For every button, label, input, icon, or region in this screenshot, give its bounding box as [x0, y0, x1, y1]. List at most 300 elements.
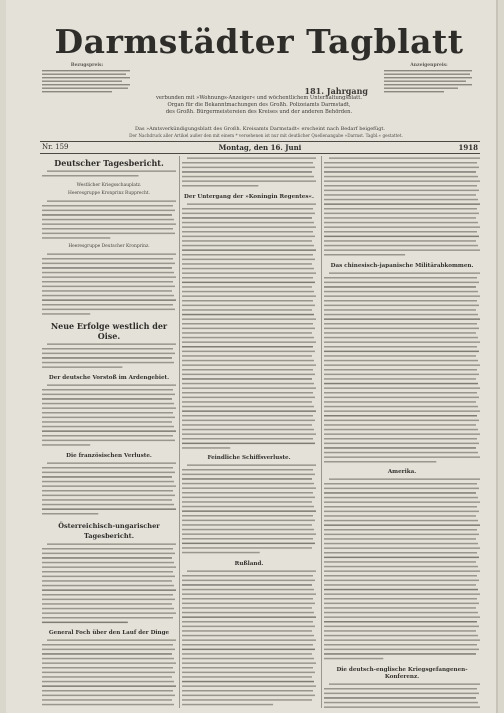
text-line [182, 235, 315, 237]
subtitle-line: des Großh. Bürgermeistereien des Kreises und der anderen Behörden. [165, 109, 353, 115]
text-line [182, 359, 314, 361]
text-line [324, 336, 478, 338]
text-line [324, 626, 479, 628]
article-subheading: Heeresgruppe Kronprinz Rupprecht. [68, 190, 150, 196]
article-subheading: Der deutsche Vorstoß im Ardengebiet. [48, 375, 170, 382]
text-line [182, 469, 313, 471]
text-line [182, 176, 314, 178]
text-line [42, 417, 175, 419]
text-line [182, 488, 316, 490]
text-line [329, 479, 480, 481]
text-line [324, 607, 476, 609]
text-lines [182, 569, 316, 708]
text-line [324, 456, 480, 458]
text-line [182, 438, 313, 440]
text-line [324, 598, 477, 600]
text-lines [42, 199, 176, 241]
text-line [182, 171, 312, 173]
text-line [42, 617, 173, 619]
text-line [324, 327, 479, 329]
text-line [182, 424, 312, 426]
article-column-1 [42, 156, 176, 708]
article-text [324, 682, 480, 708]
text-line [182, 346, 313, 348]
article-headline: Österreichisch-ungarischer Tagesbericht. [58, 521, 160, 540]
text-line [182, 681, 314, 683]
text-line [182, 180, 316, 182]
text-line [182, 501, 312, 503]
text-line [42, 394, 175, 396]
text-line [182, 300, 313, 302]
text-line [182, 267, 314, 269]
text-line [182, 694, 315, 696]
text-line [42, 598, 175, 600]
text-line [324, 571, 480, 573]
text-line [324, 401, 476, 403]
text-lines [42, 638, 176, 708]
text-line [324, 419, 479, 421]
text-line [42, 313, 90, 315]
text-line [42, 272, 174, 274]
text-line [42, 352, 175, 354]
text-line [182, 515, 313, 517]
issue-number: Nr. 159 [42, 143, 69, 151]
text-line [182, 699, 312, 701]
text-line [182, 226, 316, 228]
text-line [324, 171, 476, 173]
text-line [42, 263, 175, 265]
text-line [182, 290, 314, 292]
text-line [324, 697, 476, 699]
text-line [182, 396, 315, 398]
text-lines [42, 342, 176, 371]
article-subheading: Heeresgruppe Deutscher Kronprinz. [68, 244, 150, 250]
text-line [182, 272, 316, 274]
text-line [324, 575, 477, 577]
text-line [187, 203, 316, 205]
newspaper-page [6, 0, 496, 713]
text-line [182, 612, 314, 614]
article-text [42, 169, 176, 181]
text-lines [42, 542, 176, 626]
text-line [182, 671, 315, 673]
text-line [324, 364, 480, 366]
subscription-price-header: Bezugspreis: [70, 63, 104, 68]
text-line [42, 389, 173, 391]
text-line [324, 185, 477, 187]
text-line [42, 699, 172, 701]
article-text [42, 383, 176, 450]
text-line [324, 442, 479, 444]
text-line [182, 607, 312, 609]
article-text [42, 342, 176, 373]
text-line [42, 495, 175, 497]
text-line [42, 557, 172, 559]
text-line [42, 481, 174, 483]
text-line [324, 515, 476, 517]
text-line [182, 552, 260, 554]
text-line [182, 524, 312, 526]
text-line [42, 205, 173, 207]
article-text [182, 156, 316, 191]
text-line [47, 640, 176, 642]
text-line [42, 571, 173, 573]
text-line [324, 584, 476, 586]
text-line [42, 552, 175, 554]
text-line [324, 410, 480, 412]
article-subheading: Westlicher Kriegsschauplatz. [76, 182, 142, 188]
text-lines [182, 156, 316, 189]
text-line [182, 286, 312, 288]
text-line [182, 332, 312, 334]
text-line [324, 369, 477, 371]
text-line [182, 295, 316, 297]
text-line [182, 433, 316, 435]
text-line [42, 704, 174, 706]
text-line [42, 435, 173, 437]
text-line [47, 170, 176, 172]
text-line [182, 547, 312, 549]
text-line [182, 231, 313, 233]
text-lines [324, 156, 480, 258]
subtitle-line: verbunden mit »Wohnungs-Anzeiger« und wöchentlichem Unterhaltungsblatt. [155, 95, 363, 101]
article-text [42, 638, 176, 708]
text-line [42, 603, 172, 605]
text-line [324, 438, 477, 440]
text-line [42, 612, 176, 614]
text-line [329, 272, 480, 274]
text-line [42, 508, 176, 510]
text-line [187, 465, 316, 467]
article-text [324, 271, 480, 467]
text-line [182, 208, 313, 210]
text-line [182, 630, 312, 632]
text-line [324, 653, 476, 655]
text-line [42, 218, 174, 220]
text-line [182, 704, 273, 706]
text-line [324, 295, 480, 297]
text-line [182, 575, 313, 577]
subscription-price-box [42, 64, 132, 99]
text-line [42, 499, 172, 501]
text-line [187, 570, 316, 572]
text-line [42, 366, 122, 368]
text-line [324, 702, 478, 704]
article-text [324, 156, 480, 260]
article-headline: Neue Erfolge westlich der Oise. [50, 320, 168, 341]
text-line [329, 683, 480, 685]
text-line [42, 566, 176, 568]
text-line [324, 226, 480, 228]
article-text [42, 542, 176, 628]
text-line [324, 236, 479, 238]
text-line [42, 175, 139, 177]
text-line [324, 543, 478, 545]
text-line [182, 511, 316, 513]
text-line [324, 304, 479, 306]
text-line [324, 167, 479, 169]
column-rule [321, 156, 322, 708]
text-line [42, 594, 173, 596]
text-line [182, 336, 314, 338]
issue-date: Montag, den 16. Juni [218, 143, 302, 152]
text-line [182, 497, 315, 499]
text-line [42, 281, 173, 283]
text-line [182, 162, 313, 164]
text-line [182, 529, 314, 531]
text-line [324, 249, 480, 251]
text-line [324, 580, 479, 582]
text-line [324, 222, 478, 224]
article-text [42, 252, 176, 319]
text-line [42, 649, 175, 651]
text-line [182, 676, 312, 678]
text-line [42, 676, 172, 678]
text-line [42, 490, 173, 492]
text-line [324, 424, 476, 426]
text-line [324, 382, 478, 384]
text-line [324, 658, 383, 660]
text-line [182, 579, 315, 581]
text-line [182, 616, 316, 618]
text-lines [182, 463, 316, 556]
subscription-price-text-block [42, 69, 132, 97]
volume-year: 181. Jahrgang [304, 86, 368, 96]
subtitle-line: Organ für die Bekanntmachungen des Großh. Polizeiamts Darmstadt, [167, 102, 351, 108]
text-line [47, 543, 176, 545]
text-line [182, 221, 314, 223]
text-line [47, 200, 176, 202]
text-line [42, 348, 173, 350]
text-line [324, 534, 479, 536]
text-line [324, 461, 436, 463]
text-line [324, 323, 477, 325]
text-line [324, 350, 479, 352]
text-line [182, 447, 230, 449]
text-line [182, 244, 314, 246]
text-line [182, 621, 313, 623]
text-line [42, 228, 173, 230]
text-line [182, 644, 313, 646]
text-line [42, 277, 176, 279]
text-line [42, 412, 173, 414]
text-line [182, 387, 316, 389]
text-line [324, 313, 478, 315]
text-line [47, 254, 176, 256]
text-line [182, 217, 312, 219]
article-headline: Deutscher Tagesbericht. [54, 158, 164, 168]
text-line [42, 513, 98, 515]
text-line [182, 593, 316, 595]
text-line [42, 667, 173, 669]
text-line [47, 462, 176, 464]
text-lines [42, 461, 176, 517]
text-line [42, 548, 173, 550]
text-line [47, 343, 176, 345]
text-line [324, 392, 477, 394]
text-line [324, 552, 477, 554]
text-line [42, 440, 175, 442]
text-line [182, 323, 313, 325]
text-line [324, 341, 480, 343]
text-line [182, 419, 315, 421]
text-lines [42, 252, 176, 317]
masthead-subtitle [136, 88, 382, 116]
text-line [324, 640, 480, 642]
text-line [182, 534, 316, 536]
text-line [182, 410, 316, 412]
text-line [182, 662, 316, 664]
text-line [42, 286, 175, 288]
text-line [182, 602, 315, 604]
text-line [42, 607, 174, 609]
text-line [324, 451, 478, 453]
text-line [324, 692, 479, 694]
text-line [42, 290, 172, 292]
article-subheading: Die deutsch-englische Kriegsgefangenen-Konferenz. [336, 666, 468, 680]
text-line [42, 403, 174, 405]
text-line [324, 277, 477, 279]
text-line [324, 240, 476, 242]
text-line [42, 472, 175, 474]
text-line [324, 213, 479, 215]
text-lines [42, 169, 176, 179]
text-line [42, 209, 175, 211]
text-line [182, 478, 312, 480]
text-line [324, 525, 480, 527]
text-line [324, 447, 476, 449]
text-line [182, 304, 315, 306]
text-line [324, 561, 476, 563]
text-line [324, 194, 476, 196]
text-line [182, 167, 315, 169]
article-column-3 [324, 156, 480, 708]
text-line [182, 506, 314, 508]
article-subheading: General Foch über den Lauf der Dinge [48, 630, 170, 637]
text-line [324, 617, 480, 619]
text-line [182, 492, 313, 494]
text-line [182, 635, 314, 637]
text-line [42, 258, 173, 260]
article-text [182, 569, 316, 708]
text-line [42, 467, 173, 469]
text-line [42, 695, 175, 697]
text-line [324, 199, 478, 201]
text-line [324, 566, 478, 568]
text-line [182, 281, 315, 283]
text-line [324, 603, 479, 605]
text-line [324, 706, 480, 708]
text-line [182, 667, 313, 669]
text-line [324, 318, 480, 320]
text-line [42, 267, 172, 269]
reprint-note: Der Nachdruck aller Artikel außer den mit einem * versehenen ist nur mit deutlicher Quellenangabe »Darmst. Tagbl.« gestattet. [129, 133, 403, 138]
column-rule [179, 156, 180, 708]
text-line [182, 254, 313, 256]
text-line [182, 309, 312, 311]
text-lines [324, 477, 480, 662]
text-line [182, 369, 313, 371]
article-column-2 [182, 156, 316, 708]
text-line [42, 232, 175, 234]
text-line [42, 686, 176, 688]
text-line [182, 415, 313, 417]
text-line [324, 180, 480, 182]
text-line [324, 355, 476, 357]
text-line [182, 341, 316, 343]
text-line [42, 653, 172, 655]
text-line [324, 415, 477, 417]
text-line [182, 405, 314, 407]
text-line [182, 428, 314, 430]
text-line [324, 396, 479, 398]
text-line [182, 658, 314, 660]
article-subheading: Feindliche Schiffsverluste. [207, 455, 291, 462]
text-line [324, 557, 479, 559]
text-line [324, 359, 478, 361]
text-line [324, 290, 478, 292]
text-line [42, 589, 176, 591]
text-line [329, 157, 480, 159]
text-line [42, 399, 172, 401]
text-lines [324, 682, 480, 708]
article-subheading: Rußland. [234, 560, 264, 567]
text-line [42, 575, 175, 577]
article-text [182, 463, 316, 558]
text-line [182, 401, 312, 403]
advertisement-price-box [384, 64, 474, 99]
article-subheading: Der Untergang der »Koningin Regentes«. [184, 193, 314, 200]
text-line [42, 580, 172, 582]
text-line [182, 474, 315, 476]
official-gazette-note: Das »Amtsverkündigungsblatt des Großh. Kreisamts Darmstadt« erscheint nach Bedarf beigefügt. [134, 126, 386, 132]
text-line [42, 485, 176, 487]
text-line [324, 254, 405, 256]
text-line [182, 373, 315, 375]
text-line [324, 332, 476, 334]
text-line [324, 649, 479, 651]
article-text [182, 202, 316, 453]
text-line [42, 304, 173, 306]
dateline [40, 141, 480, 154]
text-line [324, 630, 476, 632]
text-line [182, 313, 314, 315]
text-line [182, 584, 312, 586]
text-line [182, 258, 315, 260]
text-line [182, 442, 315, 444]
text-line [182, 520, 315, 522]
text-line [42, 681, 174, 683]
text-line [324, 281, 479, 283]
text-line [182, 392, 313, 394]
text-line [324, 428, 478, 430]
text-line [324, 346, 477, 348]
article-subheading: Das chinesisch-japanische Militärabkommen. [330, 262, 474, 269]
text-line [182, 364, 316, 366]
text-line [42, 431, 176, 433]
text-line [42, 561, 174, 563]
text-line [42, 426, 174, 428]
text-line [324, 529, 477, 531]
text-line [324, 245, 478, 247]
text-line [324, 231, 477, 233]
text-line [42, 672, 175, 674]
text-line [324, 176, 478, 178]
text-line [182, 185, 258, 187]
text-line [42, 663, 176, 665]
text-line [182, 690, 313, 692]
text-line [182, 212, 315, 214]
